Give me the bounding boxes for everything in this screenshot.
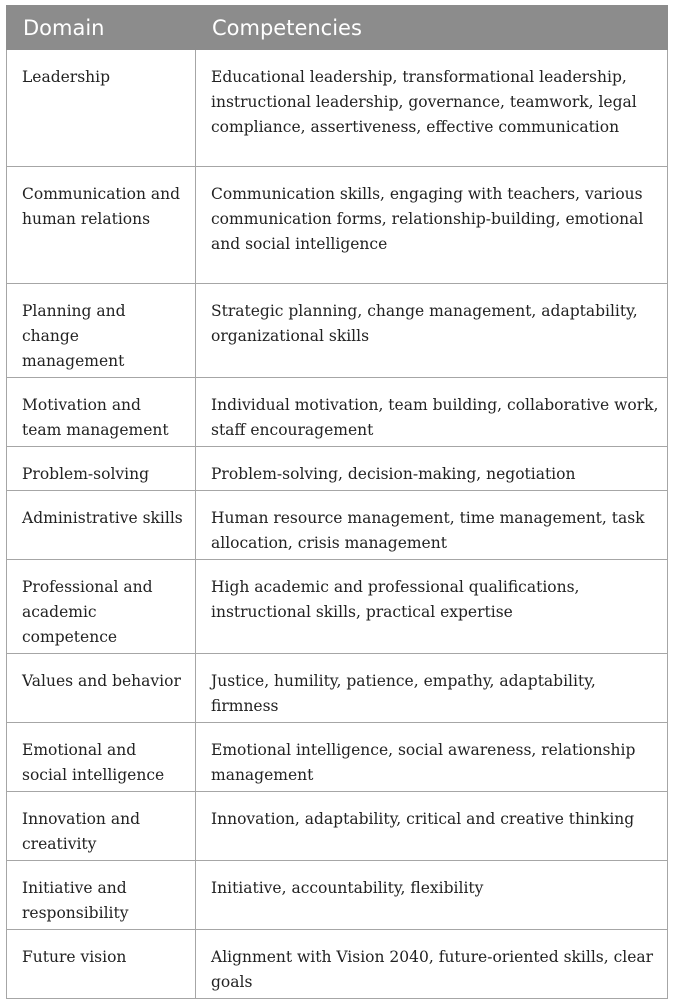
table-row: [7, 447, 668, 491]
competencies-cell: Educational leadership, transformational leadership, instructional leadership, governance, teamwork, legal compliance, assertiveness, effective communication: [196, 50, 668, 167]
domain-cell: Innovation and creativity: [7, 792, 196, 861]
competencies-cell: Strategic planning, change management, adaptability, organizational skills: [196, 284, 668, 378]
table-header-row: [7, 6, 668, 50]
domain-cell: Administrative skills: [7, 491, 196, 560]
table-row: [7, 167, 668, 284]
competencies-cell: Alignment with Vision 2040, future-oriented skills, clear goals: [196, 930, 668, 999]
table-row: [7, 930, 668, 999]
table-row: [7, 378, 668, 447]
competencies-cell: Human resource management, time management, task allocation, crisis management: [196, 491, 668, 560]
table-row: [7, 654, 668, 723]
competencies-cell: Problem-solving, decision-making, negotiation: [196, 447, 668, 491]
domain-cell: Values and behavior: [7, 654, 196, 723]
table-row: [7, 560, 668, 654]
header-domain: Domain: [7, 6, 196, 50]
domain-cell: Problem-solving: [7, 447, 196, 491]
table-row: [7, 284, 668, 378]
competencies-cell: High academic and professional qualifications, instructional skills, practical expertise: [196, 560, 668, 654]
table-row: [7, 861, 668, 930]
table-row: [7, 723, 668, 792]
competencies-cell: Initiative, accountability, flexibility: [196, 861, 668, 930]
domain-cell: Professional and academic competence: [7, 560, 196, 654]
domain-cell: Motivation and team management: [7, 378, 196, 447]
competencies-cell: Communication skills, engaging with teachers, various communication forms, relationship-building, emotional and social intelligence: [196, 167, 668, 284]
table-row: [7, 491, 668, 560]
domain-cell: Communication and human relations: [7, 167, 196, 284]
domain-cell: Emotional and social intelligence: [7, 723, 196, 792]
competencies-cell: Innovation, adaptability, critical and creative thinking: [196, 792, 668, 861]
header-competencies: Competencies: [196, 6, 668, 50]
competency-table-container: [6, 5, 667, 999]
competencies-cell: Emotional intelligence, social awareness, relationship management: [196, 723, 668, 792]
competencies-cell: Justice, humility, patience, empathy, adaptability, firmness: [196, 654, 668, 723]
domain-cell: Initiative and responsibility: [7, 861, 196, 930]
competencies-cell: Individual motivation, team building, collaborative work, staff encouragement: [196, 378, 668, 447]
table-row: [7, 792, 668, 861]
table-row: [7, 50, 668, 167]
competency-table: [6, 5, 668, 999]
domain-cell: Future vision: [7, 930, 196, 999]
domain-cell: Planning and change management: [7, 284, 196, 378]
domain-cell: Leadership: [7, 50, 196, 167]
